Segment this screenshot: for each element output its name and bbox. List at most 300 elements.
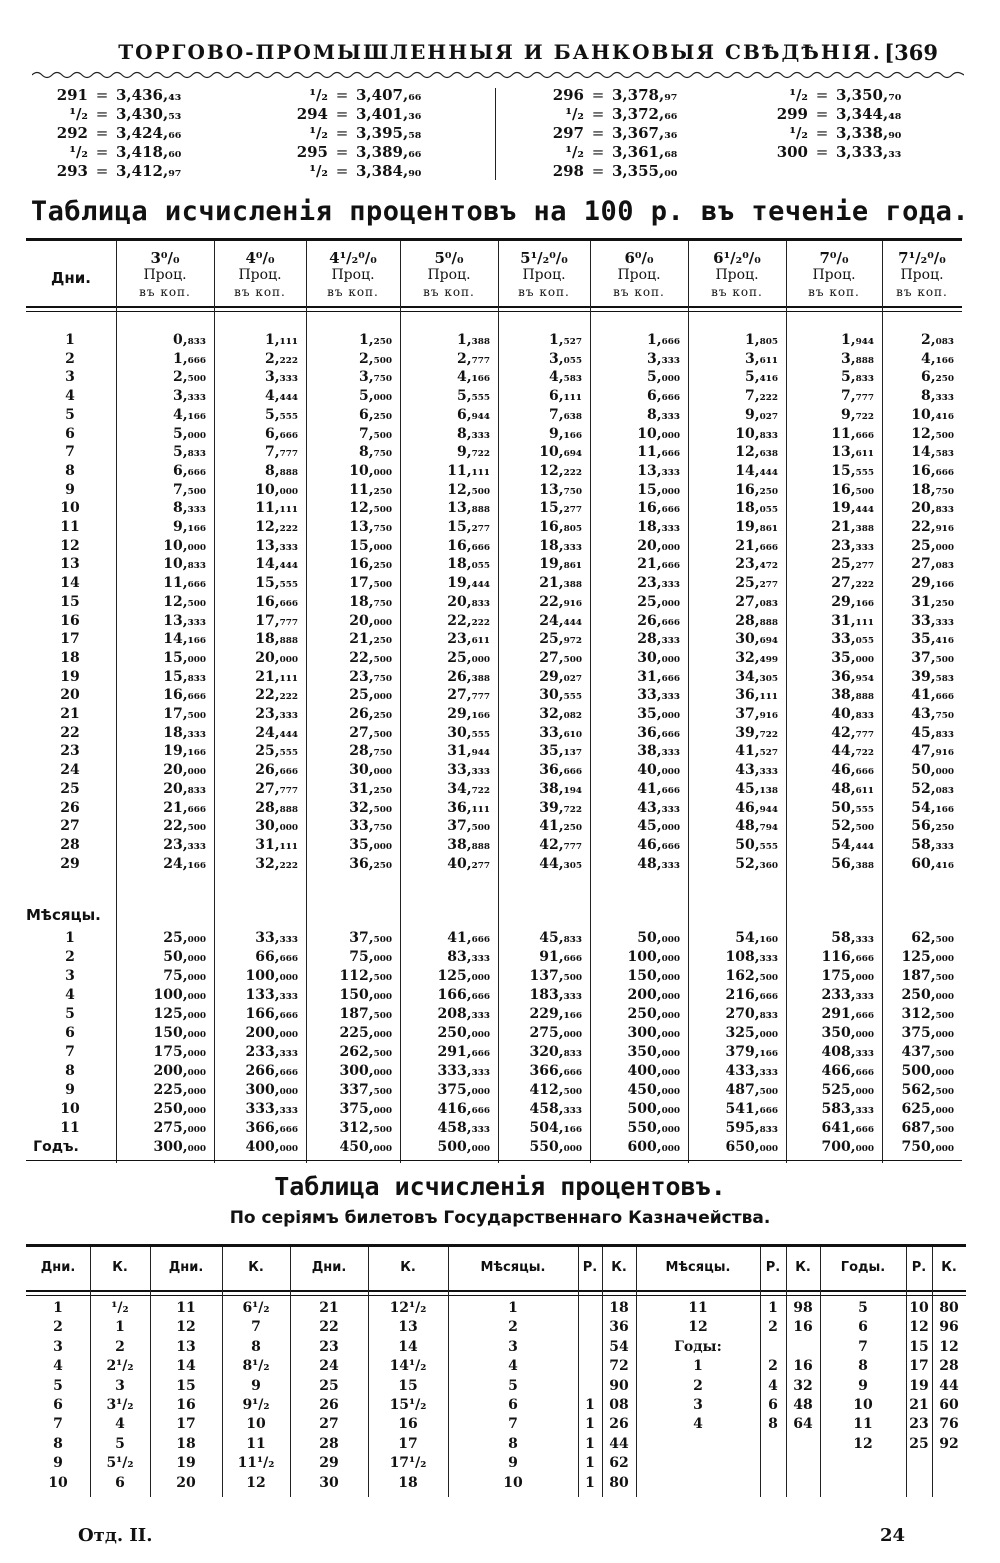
table-cell: 26,₆₆₆	[255, 762, 298, 779]
equiv-key: 294	[296, 105, 328, 123]
rate-label: Проц.	[143, 267, 187, 283]
table-cell: 187,₅₀₀	[339, 1006, 392, 1022]
table-cell: 13	[398, 1319, 418, 1336]
table-cell: 9	[53, 1455, 63, 1472]
table-cell: 5,₅₅₅	[456, 388, 490, 405]
table-cell: 2	[508, 1319, 518, 1336]
equiv-row	[40, 143, 181, 162]
table-cell: 233,₃₃₃	[245, 1044, 298, 1060]
table-cell: 1	[585, 1397, 595, 1413]
table-cell: 10	[503, 1474, 523, 1491]
rate-label: Проц.	[238, 267, 282, 283]
table-cell: 18,₃₃₃	[163, 724, 206, 741]
table-cell: 416,₆₆₆	[437, 1101, 490, 1117]
table-cell: 30,₅₅₅	[539, 687, 582, 704]
column-header: Р.	[911, 1260, 927, 1275]
table-cell: 75,₀₀₀	[349, 949, 392, 965]
table-cell: 12,₅₀₀	[447, 481, 490, 498]
table-cell: 4	[508, 1358, 518, 1375]
table-cell: 14,₄₄₄	[255, 556, 298, 573]
row-label: 9	[65, 1082, 75, 1098]
table-cell: 412,₅₀₀	[529, 1082, 582, 1098]
table-cell: 52,₀₈₃	[911, 780, 954, 797]
table-cell: 21,₃₈₈	[831, 519, 874, 535]
rate-percent: 5¹/₂⁰/₀	[520, 249, 568, 267]
table-cell: 25,₀₀₀	[911, 537, 954, 554]
table-cell: 7,₇₇₇	[264, 444, 298, 461]
equiv-key: ¹/₂	[309, 162, 328, 180]
equiv-value: 3,338,₉₀	[836, 124, 902, 142]
equals-sign: =	[95, 162, 109, 180]
table-cell: 15,₅₅₅	[831, 462, 874, 479]
equiv-column	[40, 86, 181, 181]
header-rule-thin	[26, 1295, 966, 1296]
table-cell: 08	[609, 1397, 629, 1413]
table-cell: 19	[176, 1455, 196, 1472]
equiv-row	[752, 105, 901, 124]
table-cell: 33,₇₅₀	[349, 818, 392, 835]
equiv-value: 3,401,₃₆	[356, 105, 422, 123]
table-cell: 15¹/₂	[389, 1397, 427, 1413]
table-cell: 5¹/₂	[106, 1455, 134, 1472]
months-section-label: Мѣсяцы.	[26, 906, 101, 924]
equiv-key: ¹/₂	[309, 124, 328, 142]
table-cell: 23,₃₃₃	[163, 836, 206, 853]
table-cell: 21,₆₆₆	[735, 537, 778, 554]
rate-column-header	[116, 250, 214, 301]
equiv-key: ¹/₂	[69, 105, 88, 123]
table-cell: 11,₁₁₁	[447, 462, 490, 479]
table-cell: 62	[609, 1455, 629, 1472]
table-cell: 22,₉₁₆	[911, 519, 954, 535]
row-label: 13	[60, 556, 80, 573]
table-cell: 96	[939, 1319, 959, 1336]
table-cell: 3,₆₁₁	[744, 350, 778, 367]
row-label: 10	[60, 500, 80, 517]
table-cell: 38,₈₈₈	[831, 687, 874, 704]
table-cell: 6,₉₄₄	[456, 406, 490, 423]
table-cell: 27,₅₀₀	[349, 724, 392, 741]
table-cell: 14¹/₂	[389, 1358, 427, 1375]
table-cell: 100,₀₀₀	[153, 987, 206, 1003]
rate-unit: въ коп.	[808, 285, 860, 299]
equiv-row	[272, 105, 421, 124]
row-label: 11	[60, 519, 80, 535]
table-cell: 10,₀₀₀	[255, 481, 298, 498]
row-label: 17	[60, 631, 80, 648]
table-cell: 18,₀₅₅	[735, 500, 778, 517]
table-cell: 36,₆₆₆	[539, 762, 582, 779]
table-cell: 24,₁₆₆	[163, 855, 206, 872]
table-cell: 41,₆₆₆	[637, 780, 680, 797]
table-cell: 30,₀₀₀	[637, 649, 680, 666]
table-cell: 15	[909, 1338, 929, 1355]
footer-section: Отд. II.	[78, 1525, 153, 1546]
table-cell: 54,₁₆₀	[735, 930, 778, 946]
table-cell: 17,₅₀₀	[163, 706, 206, 722]
table-cell: 333,₃₃₃	[437, 1063, 490, 1079]
equiv-value: 3,367,₃₆	[612, 124, 678, 142]
table-cell: 6	[508, 1397, 518, 1413]
table-cell: 35,₀₀₀	[637, 706, 680, 722]
table-cell: 15,₂₇₇	[539, 500, 582, 517]
table-cell: 29,₁₆₆	[447, 706, 490, 722]
table-cell: 24	[319, 1358, 339, 1375]
table-cell: 175,₀₀₀	[821, 968, 874, 984]
equiv-row	[520, 105, 677, 124]
table-cell: 19	[909, 1377, 929, 1394]
table-cell: 25	[319, 1377, 339, 1394]
row-label: 23	[60, 743, 80, 760]
table-cell: 300,₀₀₀	[339, 1063, 392, 1079]
column-header: Дни.	[40, 1260, 76, 1275]
column-header: Дни.	[311, 1260, 347, 1275]
equals-sign: =	[815, 143, 829, 161]
table-cell: 27,₇₇₇	[447, 687, 490, 704]
running-head	[0, 40, 1000, 70]
equiv-key: ¹/₂	[309, 86, 328, 104]
table-cell: 6,₂₅₀	[920, 369, 954, 386]
table-cell: 650,₀₀₀	[725, 1139, 778, 1155]
table-cell: 275,₀₀₀	[153, 1120, 206, 1136]
table-cell: 0,₈₃₃	[172, 332, 206, 348]
equals-sign: =	[815, 105, 829, 123]
table-cell: 52,₃₆₀	[735, 855, 778, 872]
row-label: 22	[60, 724, 80, 741]
table-cell: 32,₄₉₉	[735, 649, 778, 666]
table-cell: 5,₈₃₃	[172, 444, 206, 461]
table-cell: 125,₀₀₀	[901, 949, 954, 965]
table-cell: 4	[53, 1358, 63, 1375]
table-cell: 9,₀₂₇	[744, 406, 778, 423]
table-cell: 450,₀₀₀	[627, 1082, 680, 1098]
table-cell: 20,₀₀₀	[163, 762, 206, 779]
rate-unit: въ коп.	[139, 285, 191, 299]
table-cell: 8¹/₂	[242, 1358, 270, 1375]
rate-column-header	[688, 250, 786, 301]
table-cell: 466,₆₆₆	[821, 1063, 874, 1079]
table-cell: 24,₄₄₄	[539, 612, 582, 629]
column-divider	[495, 88, 496, 180]
table-cell: 187,₅₀₀	[901, 968, 954, 984]
page-number: [369	[884, 40, 938, 65]
table-cell: 8	[251, 1338, 261, 1355]
table-cell: 1	[508, 1300, 518, 1316]
table-cell: 30	[319, 1474, 339, 1491]
rate-percent: 4¹/₂⁰/₀	[329, 249, 377, 267]
table-cell: 500,₀₀₀	[901, 1063, 954, 1079]
table-cell: 4	[768, 1377, 778, 1394]
table-cell: 1	[585, 1435, 595, 1452]
table-cell: 19,₈₆₁	[539, 556, 582, 573]
table-cell: 300,₀₀₀	[245, 1082, 298, 1098]
table-cell: 27,₀₈₃	[911, 556, 954, 573]
table-cell: 12	[176, 1319, 196, 1336]
table-cell: 15,₀₀₀	[163, 649, 206, 666]
row-label: 2	[65, 350, 75, 367]
table-cell: 32,₂₂₂	[255, 855, 298, 872]
table-cell: 50,₅₅₅	[735, 836, 778, 853]
table-cell: 208,₃₃₃	[437, 1006, 490, 1022]
table-cell: 41,₆₆₆	[447, 930, 490, 946]
rate-column-header	[590, 250, 688, 301]
equiv-row	[40, 124, 181, 143]
table-cell: 291,₆₆₆	[437, 1044, 490, 1060]
table-cell: 17¹/₂	[389, 1455, 427, 1472]
table-cell: 34,₇₂₂	[447, 780, 490, 797]
table-cell: 3	[53, 1338, 63, 1355]
table-cell: 21	[319, 1300, 339, 1316]
table-cell: 36,₁₁₁	[735, 687, 778, 704]
table-cell: 18,₃₃₃	[637, 519, 680, 535]
table-cell: 54	[609, 1338, 629, 1355]
table-cell: 10	[853, 1397, 873, 1413]
equiv-key: 291	[56, 86, 88, 104]
table-cell: 600,₀₀₀	[627, 1139, 680, 1155]
table-cell: 6	[53, 1397, 63, 1413]
table-cell: 262,₅₀₀	[339, 1044, 392, 1060]
rate-column-header	[306, 250, 400, 301]
table-cell: 23,₄₇₂	[735, 556, 778, 573]
table-cell: 23,₃₃₃	[255, 706, 298, 722]
rate-label: Проц.	[617, 267, 661, 283]
equiv-value: 3,389,₆₆	[356, 143, 422, 161]
table-cell: 18,₃₃₃	[539, 537, 582, 554]
table-cell: 17	[398, 1435, 418, 1452]
table-cell: 37,₅₀₀	[447, 818, 490, 835]
equiv-value: 3,372,₆₆	[612, 105, 678, 123]
table-cell: 166,₆₆₆	[437, 987, 490, 1003]
row-label: 5	[65, 406, 75, 423]
table-cell: 48,₇₉₄	[735, 818, 778, 835]
equals-sign: =	[591, 86, 605, 104]
table-cell: 320,₈₃₃	[529, 1044, 582, 1060]
table-cell: 16,₆₆₆	[637, 500, 680, 517]
table-cell: 5,₄₁₆	[744, 369, 778, 386]
running-title: ТОРГОВО-ПРОМЫШЛЕННЫЯ И БАНКОВЫЯ СВѢДѢНІЯ.	[118, 40, 882, 64]
table-cell: 12¹/₂	[389, 1300, 427, 1316]
table-cell: 200,₀₀₀	[153, 1063, 206, 1079]
equiv-value: 3,430,₅₃	[116, 105, 182, 123]
table-cell: 29	[319, 1455, 339, 1472]
equiv-key: 295	[296, 143, 328, 161]
equiv-row	[272, 124, 421, 143]
table-cell: 14,₄₄₄	[735, 462, 778, 479]
row-label: 29	[60, 855, 80, 872]
table-cell: 15,₀₀₀	[637, 481, 680, 498]
table-cell: 9,₇₂₂	[456, 444, 490, 461]
row-label: 6	[65, 1025, 75, 1041]
table-cell: 21,₁₁₁	[255, 668, 298, 685]
table-bottom-rule	[26, 1160, 962, 1161]
table-cell: 1	[768, 1300, 778, 1316]
table-cell: 50,₀₀₀	[911, 762, 954, 779]
table-cell: 7	[858, 1338, 868, 1355]
table-cell: 48	[793, 1397, 813, 1413]
table-cell: 3	[693, 1397, 703, 1413]
table-cell: 22,₂₂₂	[255, 687, 298, 704]
table-cell: 2	[768, 1319, 778, 1336]
table-cell: 66,₆₆₆	[255, 949, 298, 965]
table-cell: 28,₈₈₈	[255, 799, 298, 816]
table-cell: 29,₁₆₆	[831, 593, 874, 610]
table-cell: 20,₈₃₃	[447, 593, 490, 610]
table-cell: 10	[246, 1416, 266, 1433]
table-cell: 27,₇₇₇	[255, 780, 298, 797]
table-cell: 20,₀₀₀	[637, 537, 680, 554]
table-cell: 22,₅₀₀	[349, 649, 392, 666]
table-cell: 31,₁₁₁	[255, 836, 298, 853]
table-cell: 37,₅₀₀	[349, 930, 392, 946]
table-cell: Годы:	[674, 1338, 722, 1355]
rate-unit: въ коп.	[327, 285, 379, 299]
table-cell: 22,₉₁₆	[539, 593, 582, 610]
table-cell: 40,₀₀₀	[637, 762, 680, 779]
table-cell: 12,₅₀₀	[163, 593, 206, 610]
table-cell: 80	[609, 1474, 629, 1491]
table-cell: 4,₅₈₃	[548, 369, 582, 386]
table-cell: 13,₆₁₁	[831, 444, 874, 461]
table-cell: 44	[609, 1435, 629, 1452]
table-cell: 27,₀₈₃	[735, 593, 778, 610]
table-cell: 116,₆₆₆	[821, 949, 874, 965]
table-cell: 2	[53, 1319, 63, 1336]
table-cell: 16	[793, 1358, 813, 1375]
table-cell: 12,₅₀₀	[911, 425, 954, 442]
table-cell: 4,₄₄₄	[264, 388, 298, 405]
table-cell: 5,₀₀₀	[646, 369, 680, 386]
table-cell: 6	[115, 1474, 125, 1491]
rate-column-header	[214, 250, 306, 301]
equiv-row	[520, 143, 677, 162]
table-cell: 6,₆₆₆	[172, 462, 206, 479]
row-label: 5	[65, 1006, 75, 1022]
rate-percent: 5⁰/₀	[434, 249, 464, 267]
table-cell: 33,₆₁₀	[539, 724, 582, 741]
table-cell: 11¹/₂	[237, 1455, 275, 1472]
table-cell: 1,₉₄₄	[840, 332, 874, 348]
table-cell: 583,₃₃₃	[821, 1101, 874, 1117]
row-label: 4	[65, 987, 75, 1003]
table-cell: 29,₀₂₇	[539, 668, 582, 685]
equiv-column	[272, 86, 421, 181]
table-cell: 50,₀₀₀	[637, 930, 680, 946]
table-cell: 14,₁₆₆	[163, 631, 206, 648]
table-cell: 31,₂₅₀	[911, 593, 954, 610]
table-cell: 1,₅₂₇	[548, 332, 582, 348]
table-cell: 11	[176, 1300, 196, 1316]
table-cell: 625,₀₀₀	[901, 1101, 954, 1117]
equiv-row	[752, 124, 901, 143]
column-header: Мѣсяцы.	[480, 1260, 546, 1275]
table-cell: 3,₈₈₈	[840, 350, 874, 367]
table-cell: 43,₇₅₀	[911, 706, 954, 722]
table-cell: 35,₀₀₀	[349, 836, 392, 853]
table-cell: 44	[939, 1377, 959, 1394]
rate-column-header	[786, 250, 882, 301]
table-cell: 22	[319, 1319, 339, 1336]
table-cell: 33,₃₃₃	[637, 687, 680, 704]
table-cell: 92	[939, 1435, 959, 1452]
row-label: 7	[65, 444, 75, 461]
table-cell: 16,₂₅₀	[349, 556, 392, 573]
table-cell: 7	[508, 1416, 518, 1433]
table-cell: 4,₁₆₆	[920, 350, 954, 367]
table-cell: 175,₀₀₀	[153, 1044, 206, 1060]
table-cell: 700,₀₀₀	[821, 1139, 874, 1155]
table-cell: 54,₁₆₆	[911, 799, 954, 816]
equals-sign: =	[335, 162, 349, 180]
table-cell: 30,₀₀₀	[255, 818, 298, 835]
table-top-rule	[26, 238, 962, 241]
rate-percent: 3⁰/₀	[150, 249, 180, 267]
table-cell: 11	[688, 1300, 708, 1316]
rate-percent: 6⁰/₀	[624, 249, 654, 267]
table-cell: 5	[115, 1435, 125, 1452]
table-cell: 47,₉₁₆	[911, 743, 954, 760]
table-cell: 45,₈₃₃	[911, 724, 954, 741]
table-cell: 21,₃₈₈	[539, 575, 582, 592]
table-cell: 13,₇₅₀	[539, 481, 582, 498]
table-cell: 125,₀₀₀	[437, 968, 490, 984]
table-cell: 5,₅₅₅	[264, 406, 298, 423]
row-label: 3	[65, 968, 75, 984]
equals-sign: =	[591, 143, 605, 161]
table-cell: 6¹/₂	[242, 1300, 270, 1316]
table-cell: 16,₈₀₅	[539, 519, 582, 535]
table-cell: 10,₀₀₀	[163, 537, 206, 554]
table-cell: 20,₀₀₀	[349, 612, 392, 629]
table-cell: 2,₅₀₀	[172, 369, 206, 386]
table-cell: 26	[609, 1416, 629, 1433]
table-top-rule	[26, 1244, 966, 1247]
table-cell: 28	[319, 1435, 339, 1452]
table-cell: 14	[176, 1358, 196, 1375]
rate-percent: 7⁰/₀	[819, 249, 849, 267]
table-cell: 13,₃₃₃	[637, 462, 680, 479]
table-cell: 38,₈₈₈	[447, 836, 490, 853]
equiv-key: 300	[776, 143, 808, 161]
table-cell: 11,₆₆₆	[163, 575, 206, 592]
table-cell: 48,₃₃₃	[637, 855, 680, 872]
table-cell: 12	[853, 1435, 873, 1452]
table-cell: 60	[939, 1397, 959, 1413]
table-cell: 366,₆₆₆	[529, 1063, 582, 1079]
equiv-key: 296	[552, 86, 584, 104]
table-cell: 10,₆₉₄	[539, 444, 582, 461]
rate-label: Проц.	[812, 267, 856, 283]
table-cell: 36,₂₅₀	[349, 855, 392, 872]
table-cell: 91,₆₆₆	[539, 949, 582, 965]
table-cell: 4	[693, 1416, 703, 1433]
table-cell: 337,₅₀₀	[339, 1082, 392, 1098]
equiv-key: 297	[552, 124, 584, 142]
table-cell: 16,₂₅₀	[735, 481, 778, 498]
table-cell: 13	[176, 1338, 196, 1355]
table-cell: 45,₈₃₃	[539, 930, 582, 946]
row-label: 26	[60, 799, 80, 816]
table-cell: 11,₆₆₆	[831, 425, 874, 442]
table-cell: 500,₀₀₀	[627, 1101, 680, 1117]
table-cell: 26,₆₆₆	[637, 612, 680, 629]
table-cell: 72	[609, 1358, 629, 1375]
table-cell: 10,₀₀₀	[637, 425, 680, 442]
table-cell: 62,₅₀₀	[911, 930, 954, 946]
table-cell: 300,₀₀₀	[153, 1139, 206, 1155]
table-cell: 2	[768, 1358, 778, 1375]
table-cell: 13,₇₅₀	[349, 519, 392, 535]
table-cell: 41,₆₆₆	[911, 687, 954, 704]
